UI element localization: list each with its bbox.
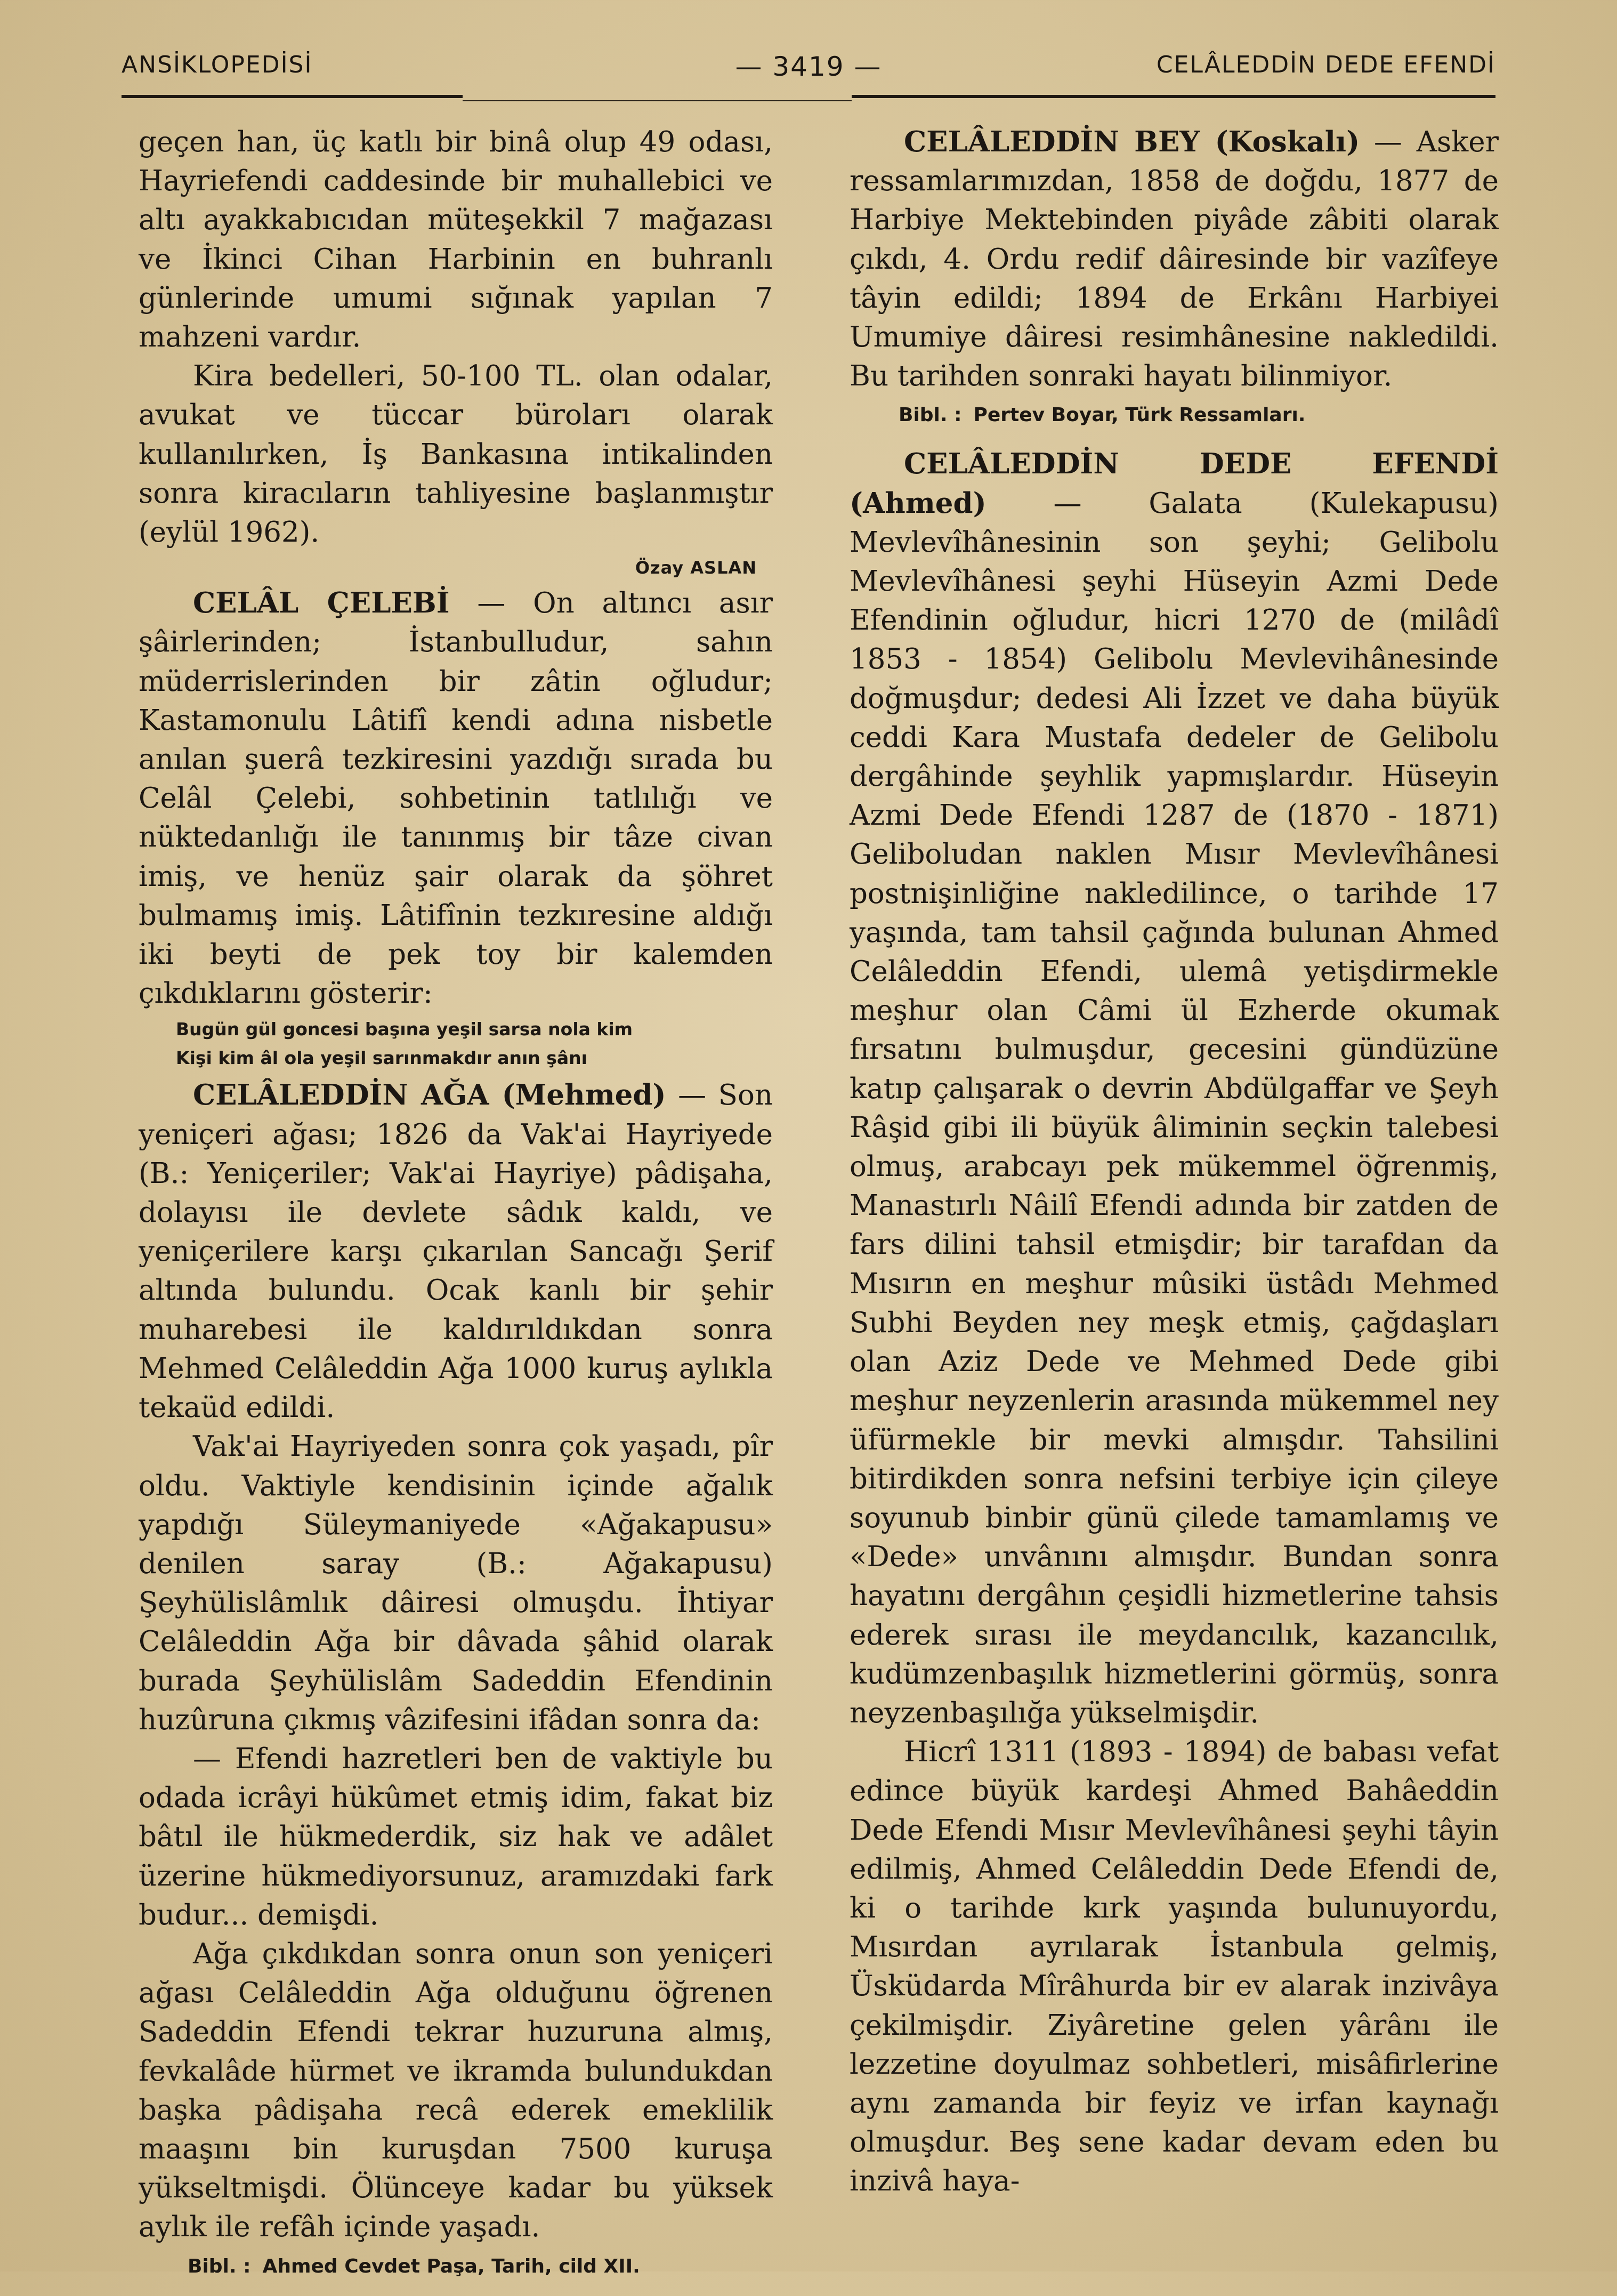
bibliography xyxy=(139,2250,773,2283)
bibliography-label: Bibl. : xyxy=(899,404,962,426)
poem-couplet xyxy=(139,1015,773,1073)
header-rule-right xyxy=(852,95,1495,98)
header-rule-center xyxy=(463,100,852,101)
paragraph: — Efendi hazretleri ben de vaktiyle bu odada icrâyi hükûmet etmiş idim, fakat biz bâtıl ile hükmederdik, siz hak ve adâlet üzerine hükmediyorsunuz, aramızdaki fark budur... demişdi. xyxy=(139,1742,773,1931)
paragraph: Kira bedelleri, 50-100 TL. olan odalar, avukat ve tüccar büroları olarak kullanılırken, İş Bankasına intikalinden sonra kiracıların tahliyesine başlanmıştır (eylül 1962). xyxy=(139,360,773,549)
entry-celal-celebi xyxy=(139,584,773,1013)
entry-celaleddin-aga xyxy=(139,1076,773,1427)
entry-text: — Galata (Kulekapusu) Mevlevîhânesinin son şeyhi; Gelibolu Mevlevîhânesi şeyhi Hüseyin Azmi Dede Efendinin oğludur, hicri 1270 de (milâdî 1853 - 1854) Gelibolu Mevlevihânesinde doğmuşdur; dedesi Ali İzzet ve daha büyük ceddi Kara Mustafa dedeler de Gelibolu dergâhinde şeyhlik yapmışlardır. Hüseyin Azmi Dede Efendi 1287 de (1870 - 1871) Geliboludan naklen Mısır Mevlevîhânesi postnişinliğine nakledilince, o tarihde 17 yaşında, tam tahsil çağında bulunan Ahmed Celâleddin Efendi, ulemâ yetişdirmekle meşhur olan Câmi ül Ezherde okumak fırsatını bulmuşdur, gecesini gündüzüne katıp çalışarak o devrin Abdülgaffar ve Şeyh Râşid gibi ili büyük âliminin seçkin talebesi olmuş, arabcayı pek mükemmel öğrenmiş, Manastırlı Nâilî Efendi adında bir zatden de fars dilini tahsil etmişdir; bir tarafdan da Mısırın en meşhur mûsiki üstâdı Mehmed Subhi Beyden ney meşk etmiş, çağdaşları olan Aziz Dede ve Mehmed Dede gibi meşhur neyzenlerin arasında mükemmel ney üfürmekle bir mevki almışdır. Tahsilini bitirdikden sonra nefsini terbiye için çileye soyunub binbir günü çilede tamamlamış ve «Dede» unvânını almışdır. Bundan sonra hayatını dergâhın çeşidli hizmetlerine tahsis ederek sırası ile meydancılık, kazancılık, kudümzenbaşılık hizmetlerini görmüş, sonra neyzenbaşılığa yükselmişdir. xyxy=(850,487,1499,1729)
paragraph: Hicrî 1311 (1893 - 1894) de babası vefat edince büyük kardeşi Ahmed Bahâeddin Dede Efendi Mısır Mevlevîhânesi şeyhi tâyin edilmiş, Ahmed Celâleddin Dede Efendi de, ki o tarihde kırk yaşında bulunuyordu, Mısırdan ayrılarak İstanbula gelmiş, Üsküdarda Mîrâhurda bir ev alarak inzivâya çekilmişdir. Ziyâretine gelen yârânı ile lezzetine doyulmaz sohbetleri, misâfirlerine aynı zamanda bir feyiz ve irfan kaynağı olmuşdur. Beş sene kadar devam eden bu inzivâ haya- xyxy=(850,1736,1499,2198)
entry-headword: CELÂLEDDİN BEY (Koskalı) xyxy=(904,125,1360,158)
entry-celaleddin-dede-efendi xyxy=(850,445,1499,1733)
paragraph: geçen han, üç katlı bir binâ olup 49 odası, Hayriefendi caddesinde bir muhallebici ve altı ayakkabıcıdan müteşekkil 7 mağazası ve İkinci Cihan Harbinin en buhranlı günlerinde umumi sığınak yapılan 7 mahzeni vardır. xyxy=(139,126,773,354)
entry-headword: CELÂLEDDİN AĞA (Mehmed) xyxy=(193,1078,666,1112)
bibliography xyxy=(850,399,1499,432)
left-column xyxy=(139,123,773,2296)
author-signature: Özay ASLAN xyxy=(635,558,757,578)
poem-line: Kişi kim âl ola yeşil sarınmakdır anın şânı xyxy=(176,1048,587,1069)
header-right-title: CELÂLEDDİN DEDE EFENDİ xyxy=(1156,51,1495,78)
running-header xyxy=(122,44,1495,92)
right-column xyxy=(850,123,1499,2201)
header-rule-left xyxy=(122,95,463,98)
paragraph: Vak'ai Hayriyeden sonra çok yaşadı, pîr oldu. Vaktiyle kendisinin içinde ağalık yapdığı Süleymaniyede «Ağakapusu» denilen saray (B.: Ağakapusu) Şeyhülislâmlık dâiresi olmuşdu. İhtiyar Celâleddin Ağa bir dâvada şâhid olarak burada Şeyhülislâm Sadeddin Efendinin huzûruna çıkmış vâzifesini ifâdan sonra da: xyxy=(139,1430,773,1736)
bibliography-label: Bibl. : xyxy=(188,2255,251,2277)
entry-text: — Son yeniçeri ağası; 1826 da Vak'ai Hayriyede (B.: Yeniçeriler; Vak'ai Hayriye) pâdişaha, dolayısı ile devlete sâdık kaldı, ve yeniçerilere karşı çıkarılan Sancağı Şerif altında bulundu. Ocak kanlı bir şehir muharebesi ile kaldırıldıkdan sonra Mehmed Celâleddin Ağa 1000 kuruş aylıkla tekaüd edildi. xyxy=(139,1079,773,1424)
bibliography-text: Ahmed Cevdet Paşa, Tarih, cild XII. xyxy=(262,2255,640,2277)
entry-text: — On altıncı asır şâirlerinden; İstanbulludur, sahın müderrislerinden bir zâtin oğludur; Kastamonulu Lâtifî kendi adına nisbetle anılan şuerâ tezkiresini yazdığı sırada bu Celâl Çelebi, sohbetinin tatlılığı ve nüktedanlığı ile tanınmış bir tâze civan imiş, ve henüz şair olarak da şöhret bulmamış imiş. Lâtifînin tezkıresine aldığı iki beyti de pek toy bir kalemden çıkdıklarını gösterir: xyxy=(139,587,773,1010)
header-left-title: ANSİKLOPEDİSİ xyxy=(122,51,313,78)
entry-headword: CELÂLEDDİN DEDE EFENDİ (Ahmed) xyxy=(850,447,1499,520)
entry-celaleddin-bey xyxy=(850,123,1499,396)
page-number: — 3419 — xyxy=(735,51,882,82)
entry-text: — Asker ressamlarımızdan, 1858 de doğdu, 1877 de Harbiye Mektebinden piyâde zâbiti olarak çıkdı, 4. Ordu redif dâiresinde bir vazîfeye tâyin edildi; 1894 de Erkânı Harbiyei Umumiye dâiresi resimhânesine nakledildi. Bu tarihden sonraki hayatı bilinmiyor. xyxy=(850,126,1499,393)
poem-line: Bugün gül goncesi başına yeşil sarsa nola kim xyxy=(176,1019,633,1040)
entry-headword: CELÂL ÇELEBİ xyxy=(193,586,450,620)
bibliography-text: Pertev Boyar, Türk Ressamları. xyxy=(973,404,1306,426)
paragraph: Ağa çıkdıkdan sonra onun son yeniçeri ağası Celâleddin Ağa olduğunu öğrenen Sadeddin Efendi tekrar huzuruna almış, fevkalâde hürmet ve ikramda bulundukdan başka pâdişaha recâ ederek emeklilik maaşını bin kuruşdan 7500 kuruşa yükseltmişdi. Ölünceye kadar bu yüksek aylık ile refâh içinde yaşadı. xyxy=(139,1937,773,2244)
